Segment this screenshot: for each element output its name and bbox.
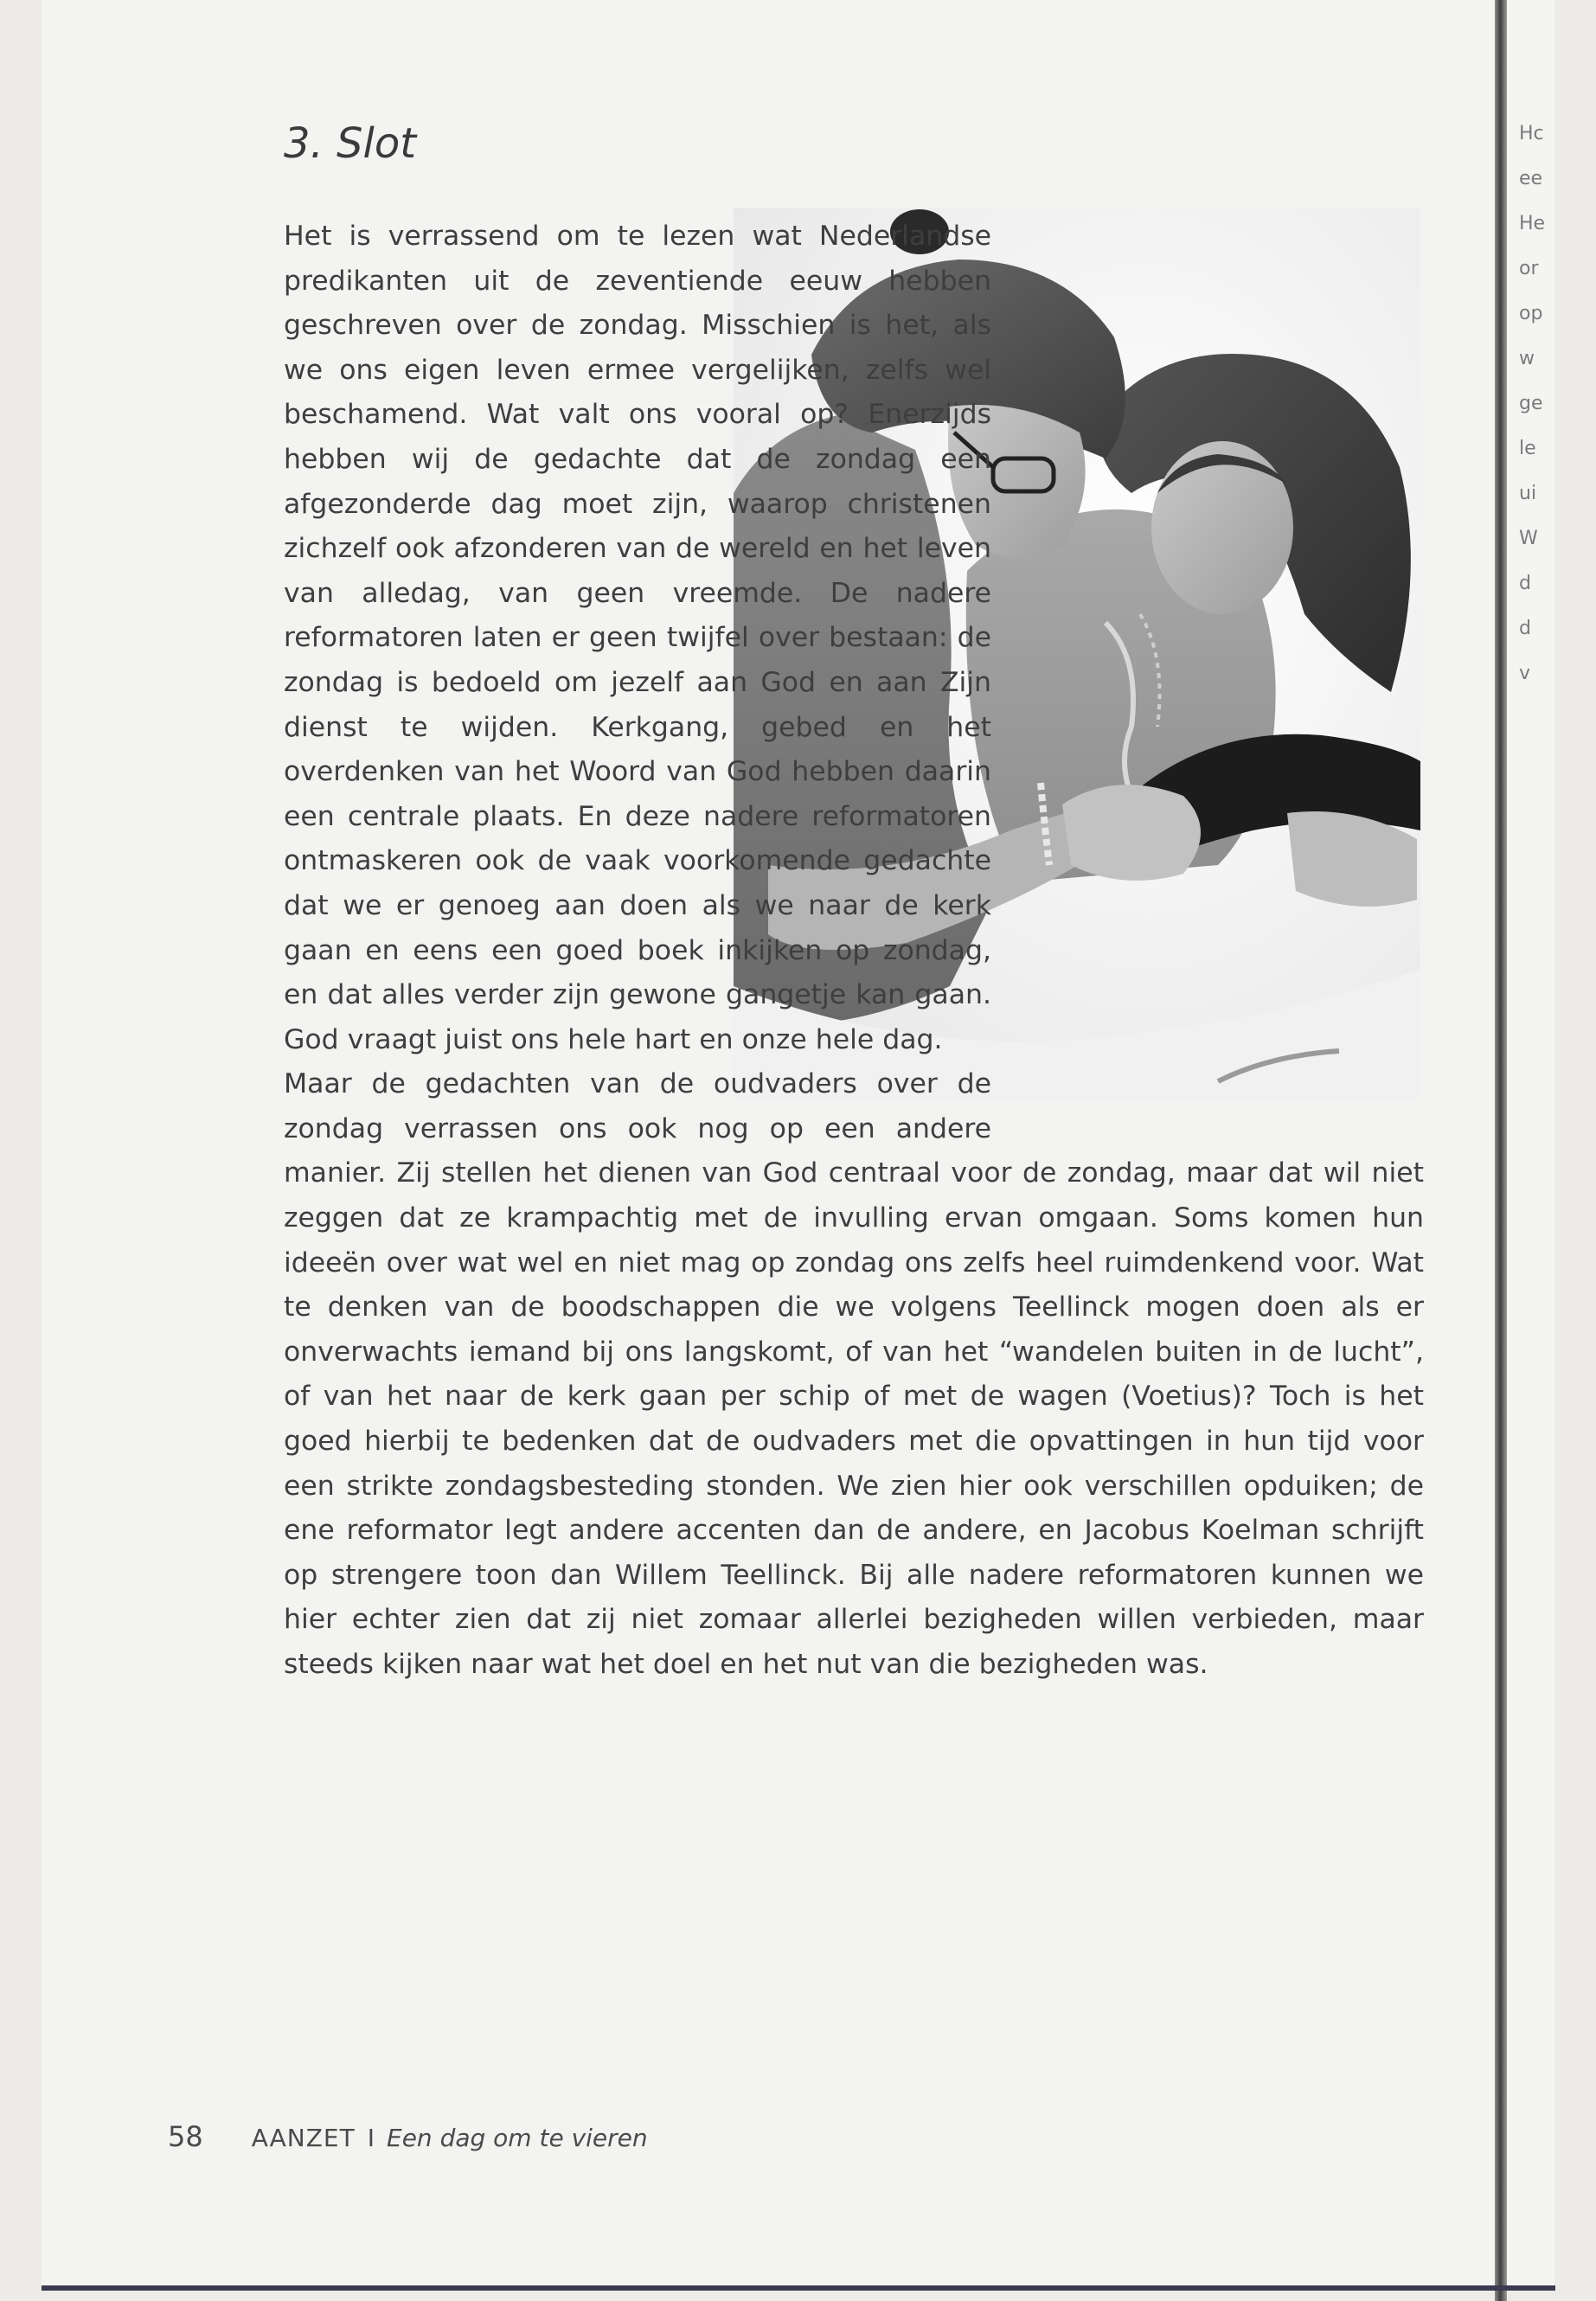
next-page-fragment: or	[1519, 258, 1539, 279]
next-page-fragment: ge	[1519, 393, 1543, 414]
paragraph: Maar de gedachten van de oudvaders over de zondag verrassen ons ook nog op een andere manier. Zij stellen het dienen van God centraal voor de zondag, maar dat wil niet zeggen dat ze krampachtig met de invulling ervan omgaan. Soms komen hun ideeën over wat wel en niet mag op zondag ons zelfs heel ruimdenkend voor. Wat te denken van de boodschappen die we volgens Teellinck mogen doen als er onverwachts iemand bij ons langskomt, of van het “wandelen buiten in de lucht”, of van het naar de kerk gaan per schip of met de wagen (Voetius)? Toch is het goed hierbij te bedenken dat de oudvaders met die opvattingen in hun tijd voor een strikte zondagsbesteding stonden. We zien hier ook verschillen opduiken; de ene reformator legt andere accenten dan de andere, en Jacobus Koelman schrijft op strengere toon dan Willem Teellinck. Bij alle nadere reformatoren kunnen we hier echter zien dat zij niet zomaar allerlei bezigheden willen verbieden, maar steeds kijken naar wat het doel en het nut van die bezigheden was.	[284, 1068, 1424, 1680]
next-page-fragment: ui	[1519, 483, 1537, 504]
next-page-fragment: w	[1519, 348, 1535, 369]
next-page-fragment: v	[1519, 663, 1531, 684]
next-page-fragment: d	[1519, 573, 1531, 594]
body-text	[284, 215, 1424, 1688]
page-bottom-edge	[42, 2285, 1555, 2291]
next-page-fragment: W	[1519, 528, 1538, 549]
section-heading: 3. Slot	[284, 119, 417, 168]
next-page-fragment: op	[1519, 303, 1543, 324]
page-number: 58	[168, 2120, 203, 2153]
next-page-fragment: le	[1519, 438, 1536, 459]
photo-wrap-spacer	[991, 215, 1424, 1111]
next-page-fragment: ee	[1519, 168, 1543, 189]
next-page-fragment: He	[1519, 213, 1546, 234]
next-page-fragment: Hc	[1519, 123, 1544, 144]
book-gutter	[1495, 0, 1507, 2301]
adjacent-page-edge	[1507, 0, 1554, 2285]
footer-separator: I	[367, 2124, 375, 2152]
paragraph: Het is verrassend om te lezen wat Nederlandse predikanten uit de zeventiende eeuw hebben geschreven over de zondag. Misschien is het, als we ons eigen leven ermee vergelijken, zelfs wel beschamend. Wat valt ons vooral op? Enerzijds hebben wij de gedachte dat de zondag een afgezonderde dag moet zijn, waarop christenen zichzelf ook afzonderen van de wereld en het leven van alledag, van geen vreemde. De nadere reformatoren laten er geen twijfel over bestaan: de zondag is bedoeld om jezelf aan God en aan Zijn dienst te wijden. Kerkgang, gebed en het overdenken van het Woord van God hebben daarin een centrale plaats. En deze nadere reformatoren ontmaskeren ook de vaak voorkomende gedachte dat we er genoeg aan doen als we naar de kerk gaan en eens een goed boek inkijken op zondag, en dat alles verder zijn gewone gangetje kan gaan. God vraagt juist ons hele hart en onze hele dag.	[284, 221, 991, 1055]
next-page-fragment: d	[1519, 618, 1531, 639]
page-footer	[168, 2120, 648, 2153]
book-title: Een dag om te vieren	[387, 2124, 648, 2152]
series-name: AANZET	[251, 2124, 356, 2152]
